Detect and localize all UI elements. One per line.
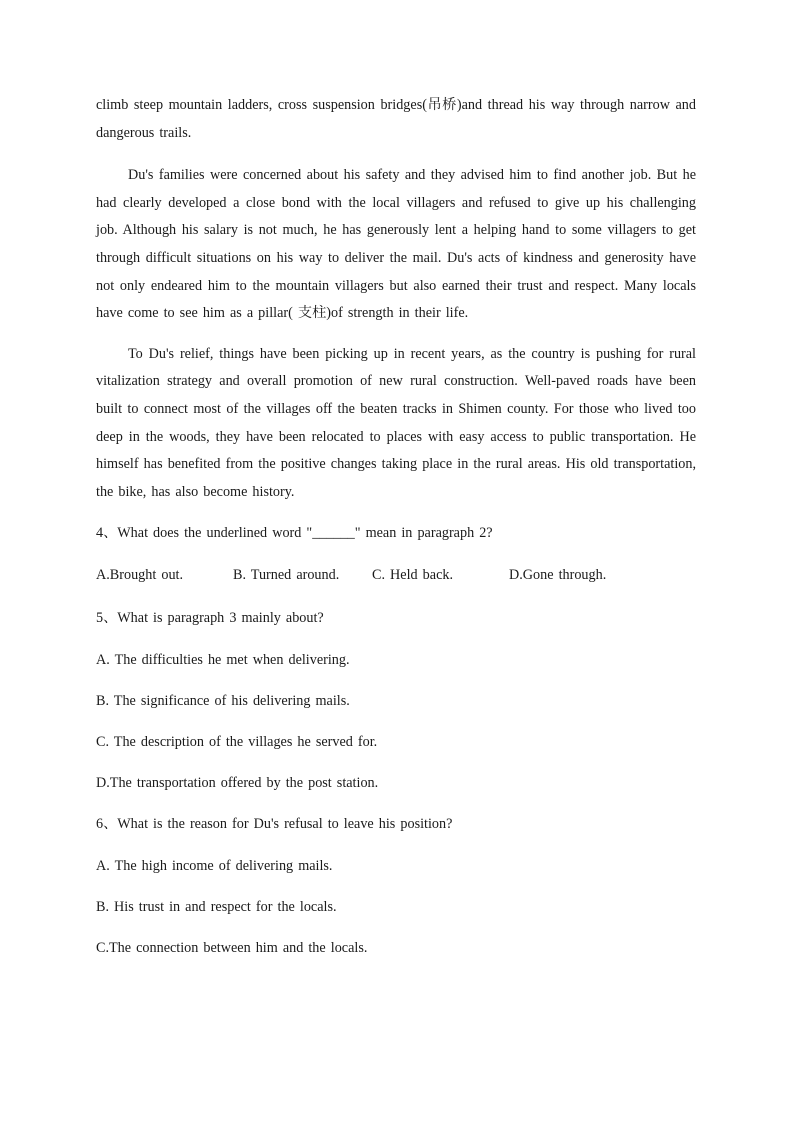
- option-c: C.The connection between him and the locals.: [96, 940, 368, 957]
- question-stem: 6、What is the reason for Du's refusal to leave his position?: [96, 816, 453, 833]
- option-a: A. The difficulties he met when delivering.: [96, 652, 350, 669]
- option-d: D.The transportation offered by the post station.: [96, 775, 379, 792]
- option-a: A. The high income of delivering mails.: [96, 858, 333, 875]
- passage-paragraph-2: Du's families were concerned about his safety and they advised him to find another job. But he had clearly developed a close bond with the local villagers and refused to give up his challenging job. Although his salary is not much, he has generously lent a helping hand to some villagers to get through difficult situations on his way to deliver the mail. Du's acts of kindness and generosity have not only endeared him to the mountain villagers but also earned their trust and respect. Many locals have come to see him as a pillar( 支柱)of strength in their life.: [96, 167, 696, 322]
- question-4: [96, 519, 696, 589]
- document-page: [96, 92, 696, 975]
- option-a: A.Brought out.: [96, 567, 184, 584]
- option-c: C. Held back.: [372, 567, 454, 584]
- question-6: [96, 810, 696, 962]
- option-b: B. His trust in and respect for the locals.: [96, 899, 337, 916]
- option-b: B. The significance of his delivering mails.: [96, 693, 350, 710]
- option-d: D.Gone through.: [509, 567, 607, 584]
- passage-paragraph-3: To Du's relief, things have been picking up in recent years, as the country is pushing for rural vitalization strategy and overall promotion of new rural construction. Well-paved roads have been built to connect most of the villages off the beaten tracks in Shimen county. For those who lived too deep in the woods, they have been relocated to places with easy access to public transportation. He himself has benefited from the positive changes taking place in the rural areas. His old transportation, the bike, has also become history.: [96, 345, 696, 500]
- option-c: C. The description of the villages he served for.: [96, 734, 378, 751]
- question-4-options: [96, 561, 696, 589]
- option-b: B. Turned around.: [233, 567, 340, 584]
- question-5: [96, 604, 696, 797]
- question-stem: 4、What does the underlined word "______" mean in paragraph 2?: [96, 525, 493, 542]
- question-stem: 5、What is paragraph 3 mainly about?: [96, 610, 324, 627]
- passage-paragraph-1: climb steep mountain ladders, cross suspension bridges(吊桥)and thread his way through narrow and dangerous trails.: [96, 97, 696, 141]
